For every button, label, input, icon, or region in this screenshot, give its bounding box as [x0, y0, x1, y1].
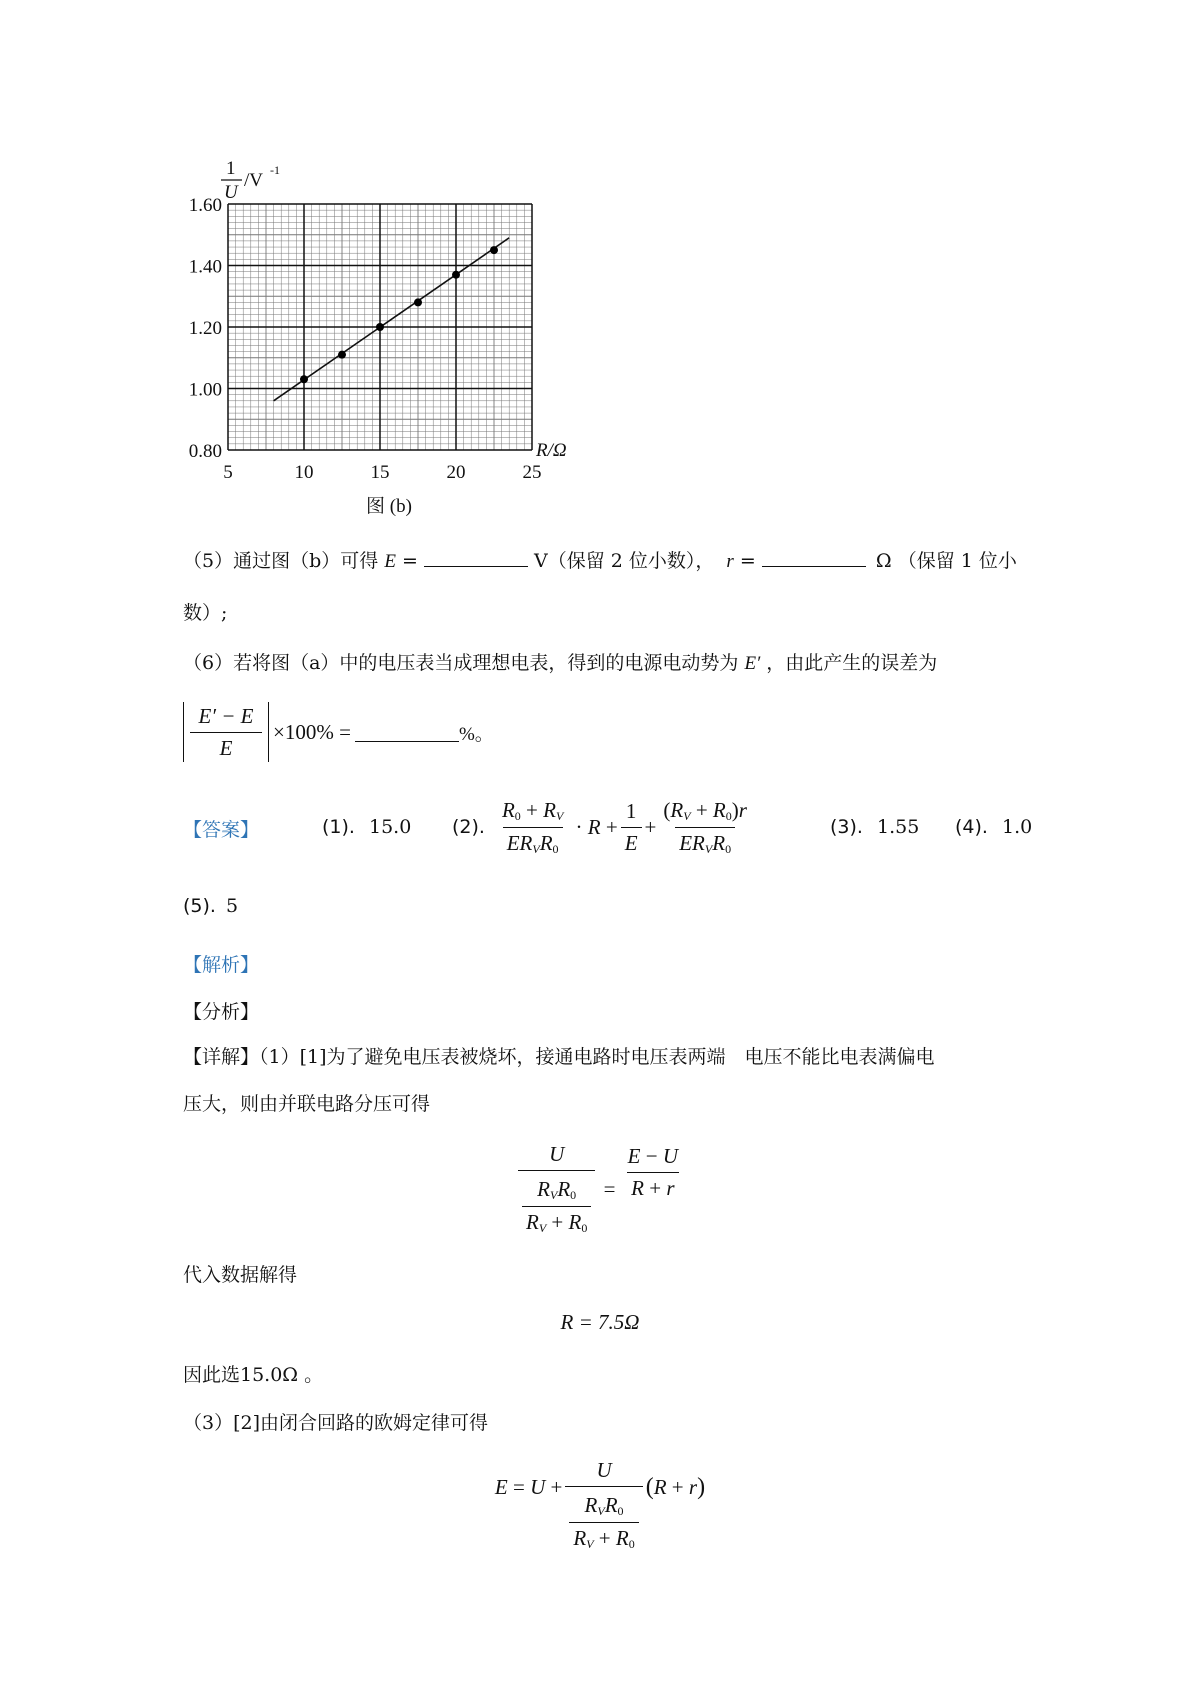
answer-2: (2). $\frac{R_0 + R_V}{ER_VR_0}$ · R + $\frac{1}{E}$ + $\frac{(R_V + R_0)r}{ER_VR_0}$	[452, 797, 747, 856]
chart-x-tick-label: 25	[522, 462, 542, 483]
answer-3	[830, 816, 919, 838]
detail-line-2: 压大，则由并联电路分压可得	[183, 1093, 431, 1115]
answer-5-value: 5	[226, 895, 239, 917]
q6-frac-num: E′ − E	[198, 703, 254, 728]
chart-x-tick-label: 5	[223, 462, 233, 483]
detail-line-1: 【详解】（1）[1]为了避免电压表被烧坏，接通电路时电压表两端 电压不能比电表满偏电	[183, 1046, 935, 1068]
chart-point	[376, 323, 384, 331]
q5-eq-2: =	[739, 550, 762, 572]
chart-y-tick-label: 1.40	[188, 256, 222, 278]
q6-text: （6）若将图（a）中的电压表当成理想电表，得到的电源电动势为	[183, 652, 739, 674]
q5-E-symbol: E	[384, 551, 396, 572]
question-5-line1	[183, 548, 1017, 575]
chart-x-tick-label: 20	[446, 462, 466, 483]
answer-1	[322, 816, 411, 838]
question-6-line1	[183, 650, 937, 677]
chart-point	[452, 271, 460, 279]
chart-point	[338, 351, 346, 359]
q5-unit-v: V（保留 2 位小数），	[533, 550, 715, 572]
answer-3-value: 1.55	[877, 816, 920, 838]
chart-point	[300, 375, 308, 383]
chart-point	[490, 246, 498, 254]
q5-tail: （保留 1 位小	[897, 550, 1017, 572]
chart-y-tick-label: 1.00	[188, 379, 222, 401]
step-3-line: （3）[2]由闭合回路的欧姆定律可得	[183, 1412, 489, 1434]
answer-5	[183, 895, 238, 917]
chart-y-label-unit: /V	[244, 170, 263, 191]
q6-times: ×100% =	[273, 719, 351, 744]
answer-1-no: (1).	[322, 816, 355, 838]
answer-4-no: (4).	[955, 816, 988, 838]
analysis-label: 【解析】	[183, 954, 260, 976]
q6-Eprime: E′	[744, 653, 761, 674]
figure-b-chart	[0, 0, 1200, 540]
chart-y-tick-label: 1.60	[188, 195, 222, 216]
choose-line: 因此选15.0Ω 。	[183, 1364, 324, 1386]
q5-r-blank[interactable]	[762, 548, 866, 567]
answer-4	[955, 816, 1032, 838]
question-6-formula	[183, 702, 494, 762]
q5-prefix: （5）通过图（b）可得	[183, 550, 379, 572]
chart-y-tick-label: 0.80	[188, 441, 222, 462]
q6-blank[interactable]	[355, 723, 459, 742]
chart-x-tick-label: 15	[370, 462, 390, 483]
chart-y-ticks	[189, 195, 222, 462]
question-5-line2	[183, 600, 227, 626]
chart-y-label-num: 1	[226, 158, 236, 179]
answer-1-value: 15.0	[369, 816, 412, 838]
q5-E-blank[interactable]	[424, 548, 528, 567]
formula-ohm-law: E = U + $\frac{U}{\frac{R_VR_0}{R_V + R_0}}$ ( R + r )	[494, 1458, 706, 1551]
chart-x-axis-label: R/Ω	[536, 440, 567, 461]
chart-caption: 图 (b)	[366, 496, 412, 517]
chart-y-label-exp: -1	[270, 163, 280, 177]
q5-unit-ohm: Ω	[875, 550, 892, 572]
r-result: R = 7.5Ω	[560, 1310, 640, 1334]
chart-y-tick-label: 1.20	[188, 318, 222, 339]
formula-parallel: $\frac{U}{\frac{R_VR_0}{R_V + R_0}}$ = $\frac{E - U}{R + r}$	[0, 1142, 1200, 1236]
answer-2-no: (2).	[452, 816, 485, 838]
q6-tail: ，由此产生的误差为	[766, 652, 938, 674]
q5-r-symbol: r	[726, 551, 734, 572]
q5-eq: =	[401, 550, 424, 572]
fenxi-label: 【分析】	[183, 1001, 260, 1023]
chart-point	[414, 298, 422, 306]
q6-percent: %。	[458, 723, 494, 745]
chart-x-ticks	[223, 462, 541, 483]
answer-5-no: (5).	[183, 895, 216, 917]
answer-3-no: (3).	[830, 816, 863, 838]
answer-4-value: 1.0	[1002, 816, 1033, 838]
q6-frac-den: E	[219, 735, 233, 760]
substitute-line: 代入数据解得	[183, 1264, 298, 1286]
answer-label: 【答案】	[183, 819, 260, 841]
chart-x-tick-label: 10	[294, 462, 314, 483]
q5-line2: 数）;	[183, 602, 228, 624]
chart-y-label-den: U	[224, 182, 238, 203]
